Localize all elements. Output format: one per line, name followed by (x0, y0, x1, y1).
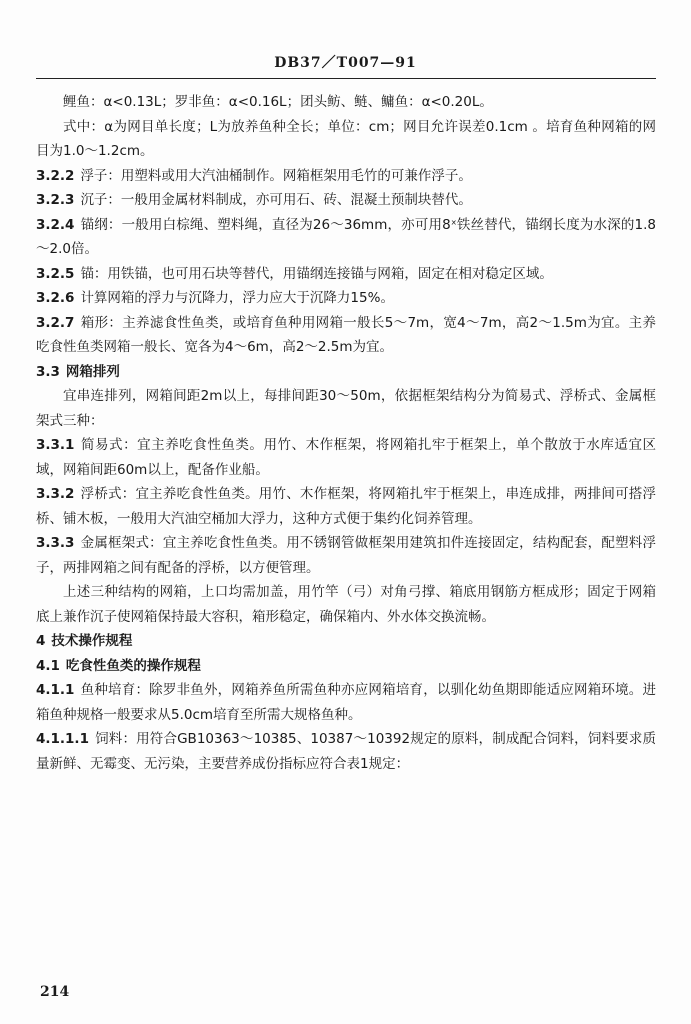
section-heading-4-1: 4.1 吃食性鱼类的操作规程 (36, 657, 201, 674)
clause-number: 3.3.1 (36, 437, 75, 453)
clause-3-2-5: 3.2.5 锚：用铁锚，也可用石块等替代，用锚纲连接锚与网箱，固定在相对稳定区域。 (36, 265, 553, 282)
section-number: 4.1 (36, 657, 60, 674)
section-heading-3-3: 3.3 网箱排列 (36, 363, 120, 380)
clause-number: 3.2.3 (36, 192, 75, 208)
section-number: 3.3 (36, 363, 60, 380)
clause-3-2-7: 3.2.7 箱形：主养滤食性鱼类，或培育鱼种用网箱一般长5～7m，宽4～7m，高2～1.5m为宜。主养吃食性鱼类网箱一般长、宽各为4～6m，高2～2.5m为宜。 (36, 314, 656, 355)
clause-3-2-3: 3.2.3 沉子：一般用金属材料制成，亦可用石、砖、混凝土预制块替代。 (36, 192, 472, 208)
section-heading-4: 4 技术操作规程 (36, 633, 133, 649)
clause-3-3-3: 3.3.3 金属框架式：宜主养吃食性鱼类。用不锈钢管做框架用建筑扣件连接固定，结构配套，配塑料浮子，两排网箱之间有配备的浮桥，以方便管理。 (36, 535, 656, 576)
body-text (36, 90, 656, 776)
section-number: 4 (36, 633, 46, 649)
header-rule (36, 78, 656, 79)
clause-number: 3.2.6 (36, 290, 75, 306)
clause-number: 4.1.1.1 (36, 731, 89, 747)
clause-number: 3.2.7 (36, 314, 75, 331)
clause-3-3-1: 3.3.1 简易式：宜主养吃食性鱼类。用竹、木作框架，将网箱扎牢于框架上，单个散放于水库适宜区域，网箱间距60m以上，配备作业船。 (36, 437, 656, 478)
clause-4-1-1: 4.1.1 鱼种培育：除罗非鱼外，网箱养鱼所需鱼种亦应网箱培育，以驯化幼鱼期即能适应网箱环境。进箱鱼种规格一般要求从5.0cm培育至所需大规格鱼种。 (36, 682, 656, 723)
clause-number: 3.2.2 (36, 167, 75, 184)
clause-number: 4.1.1 (36, 682, 75, 698)
clause-number: 3.2.5 (36, 265, 75, 282)
paragraph-arrangement: 宜串连排列，网箱间距2m以上，每排间距30～50m，依据框架结构分为简易式、浮桥式、金属框架式三种： (36, 388, 656, 429)
page-number: 214 (40, 984, 70, 1000)
clause-4-1-1-1: 4.1.1.1 饲料：用符合GB10363～10385、10387～10392规定的原料，制成配合饲料，饲料要求质量新鲜、无霉变、无污染，主要营养成份指标应符合表1规定： (36, 731, 656, 772)
clause-3-2-4: 3.2.4 锚纲：一般用白棕绳、塑料绳，直径为26～36mm，亦可用8ˣ铁丝替代，锚纲长度为水深的1.8～2.0倍。 (36, 216, 656, 257)
clause-number: 3.3.3 (36, 535, 75, 551)
clause-3-2-2: 3.2.2 浮子：用塑料或用大汽油桶制作。网箱框架用毛竹的可兼作浮子。 (36, 167, 472, 184)
clause-number: 3.2.4 (36, 216, 75, 233)
clause-number: 3.3.2 (36, 486, 75, 502)
standard-code-header: DB37／T007—91 (274, 55, 417, 71)
paragraph-definitions: 式中：α为网目单长度；L为放养鱼种全长；单位：cm；网目允许误差0.1cm 。培育鱼种网箱的网目为1.0～1.2cm。 (36, 118, 656, 159)
clause-3-3-2: 3.3.2 浮桥式：宜主养吃食性鱼类。用竹、木作框架，将网箱扎牢于框架上，串连成排，两排间可搭浮桥、铺木板，一般用大汽油空桶加大浮力，这种方式便于集约化饲养管理。 (36, 486, 656, 527)
paragraph-summary: 上述三种结构的网箱，上口均需加盖，用竹竿（弓）对角弓撑、箱底用钢筋方框成形；固定于网箱底上兼作沉子使网箱保持最大容积，箱形稳定，确保箱内、外水体交换流畅。 (36, 584, 656, 625)
paragraph-formula: 鲤鱼：α<0.13L；罗非鱼：α<0.16L；团头鲂、鲢、鳙鱼：α<0.20L。 (63, 94, 493, 110)
clause-3-2-6: 3.2.6 计算网箱的浮力与沉降力，浮力应大于沉降力15%。 (36, 290, 394, 306)
